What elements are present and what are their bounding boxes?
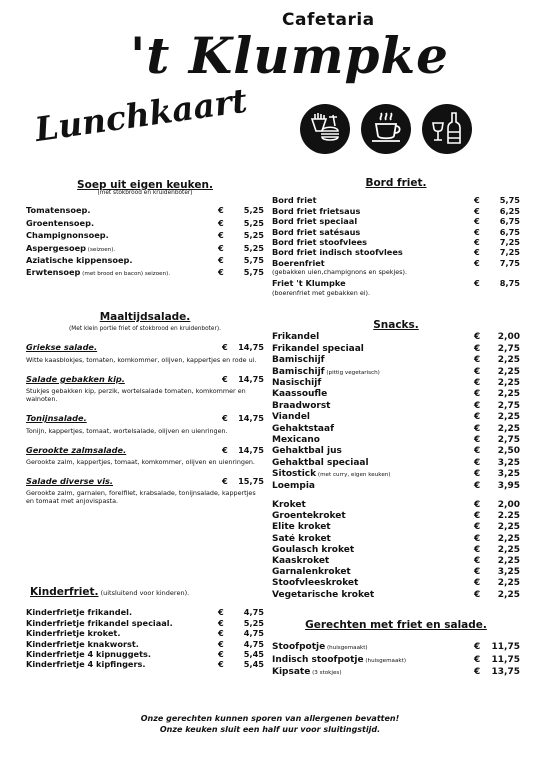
item-name: Indisch stoofpotje (huisgemaakt): [272, 654, 407, 665]
brand-name: 't Klumpke: [130, 26, 449, 85]
menu-item: [272, 500, 520, 511]
item-name: Garnalenkroket: [272, 567, 351, 578]
item-name: Frikandel: [272, 332, 320, 343]
menu-item: [26, 243, 264, 255]
bordfriet-section: [272, 178, 520, 297]
item-currency: €: [218, 659, 224, 670]
menu-item: [272, 446, 520, 457]
item-currency: €: [474, 500, 481, 510]
item-currency: €: [474, 226, 480, 237]
menu-item: [272, 567, 520, 578]
item-currency: €: [218, 649, 224, 660]
item-currency: €: [474, 257, 480, 268]
item-currency: €: [474, 654, 481, 665]
menu-item: [272, 389, 520, 400]
item-price: 5,45: [243, 649, 264, 660]
salad-name: Tonijnsalade.: [26, 413, 87, 424]
item-name: Kinderfrietje frikandel speciaal.: [26, 617, 173, 628]
menu-item: [272, 258, 520, 268]
salad-name: Salade diverse vis.: [26, 476, 114, 487]
item-price: 6,75: [499, 216, 520, 227]
burger-fries-icon: [300, 104, 350, 154]
menu-item: [26, 205, 264, 217]
salad-heading: [26, 445, 264, 455]
item-currency: €: [474, 533, 481, 544]
coffee-cup-icon: [361, 104, 411, 154]
footer-allergen-note: Onze gerechten kunnen sporen van allergenen bevatten!: [140, 714, 400, 723]
item-currency: €: [474, 378, 481, 389]
item-currency: €: [218, 628, 224, 639]
item-price: 2,25: [497, 366, 520, 377]
item-price: 5,75: [243, 255, 264, 266]
item-price: 2,50: [497, 446, 520, 457]
item-price: 7,25: [499, 237, 520, 248]
item-price: 15,75: [238, 476, 264, 487]
item-currency: €: [222, 342, 228, 353]
item-price: 2,75: [497, 343, 520, 354]
menu-item: [272, 344, 520, 355]
item-currency: €: [218, 607, 224, 618]
footer-kitchen-note: Onze keuken sluit een half uur voor sluitingstijd.: [159, 725, 381, 734]
salad-item: [26, 413, 264, 434]
item-name: Goulasch kroket: [272, 544, 355, 555]
item-currency: €: [474, 556, 481, 567]
item-name: Stoofpotje (huisgemaakt): [272, 642, 368, 653]
item-price: 11,75: [491, 642, 520, 653]
salad-heading: [26, 476, 264, 486]
kinderfriet-title: Kinderfriet.: [30, 586, 99, 598]
item-currency: €: [222, 413, 228, 424]
menu-item: [26, 618, 264, 628]
item-currency: €: [218, 267, 224, 278]
item-name: Kinderfrietje frikandel.: [26, 607, 133, 618]
menu-item: [272, 206, 520, 216]
maaltijdsalade-subtitle: (Met klein portie friet of stokbrood en kruidenboter).: [69, 326, 221, 333]
item-name: Kroket: [272, 500, 306, 510]
item-currency: €: [474, 366, 481, 377]
item-name: Boerenfriet: [272, 257, 325, 268]
item-price: 2,25: [497, 412, 520, 423]
menu-item: [26, 659, 264, 669]
item-currency: €: [218, 638, 224, 649]
item-name: Kaassoufle: [272, 389, 328, 400]
brand-subtitle: Cafetaria: [282, 10, 375, 30]
menu-item: [272, 469, 520, 480]
item-currency: €: [218, 230, 224, 241]
gerechten-title: Gerechten met friet en salade.: [305, 619, 487, 631]
item-name: Bamischijf (pittig vegetarisch): [272, 366, 380, 377]
header-icons: [300, 104, 472, 154]
item-currency: €: [474, 457, 481, 468]
item-price: 6,25: [499, 205, 520, 216]
item-name: Nasischijf: [272, 378, 322, 389]
item-currency: €: [222, 444, 228, 455]
item-name: Saté kroket: [272, 533, 331, 544]
item-name: Champignonsoep.: [26, 230, 109, 241]
item-name: Gehaktbal jus: [272, 446, 342, 457]
menu-title: Lunchkaart: [32, 80, 250, 149]
menu-item: [272, 556, 520, 567]
salad-heading: [26, 342, 264, 352]
menu-item: [272, 412, 520, 423]
salad-desc: Gerookte zalm, garnalen, forelfilet, krabsalade, tonijnsalade, kappertjes en tomaat met anjovispasta.: [26, 489, 256, 506]
item-name: Kinderfrietje 4 kipfingers.: [26, 659, 146, 670]
item-name: Kinderfrietje knakworst.: [26, 638, 139, 649]
menu-item: Friet 't Klumpke € 8,75: [272, 278, 520, 289]
item-name: Erwtensoep (met brood en bacon) seizoen).: [26, 267, 171, 278]
menu-item: [272, 511, 520, 522]
item-name: Groentekroket: [272, 511, 346, 522]
item-name: Vegetarische kroket: [272, 589, 375, 600]
item-name: Stoofvleeskroket: [272, 578, 359, 589]
menu-item: [272, 195, 520, 205]
item-price: 4,75: [243, 638, 264, 649]
item-price: 2,25: [497, 423, 520, 434]
menu-item: [272, 534, 520, 545]
item-currency: €: [474, 589, 481, 600]
item-price: 5,25: [243, 617, 264, 628]
soep-section: [26, 180, 264, 280]
menu-item: [26, 255, 264, 267]
salad-desc: Witte kaasblokjes, tomaten, komkommer, olijven, kappertjes en rode ui.: [26, 355, 257, 364]
item-price: 5,25: [243, 230, 264, 241]
snacks-section: [272, 320, 520, 492]
footer: [0, 713, 540, 735]
menu-item: [26, 230, 264, 242]
menu-item: [272, 667, 520, 680]
item-price: 2,25: [497, 533, 520, 544]
item-currency: €: [474, 423, 481, 434]
klumpke-desc: (boerenfriet met gebakken ei).: [272, 288, 371, 297]
item-price: 5,25: [243, 205, 264, 216]
menu-item: [272, 458, 520, 469]
menu-item: [26, 649, 264, 659]
kinderfriet-note: (uitsluitend voor kinderen).: [98, 589, 190, 597]
salad-desc: Stukjes gebakken kip, perzik, wortelsalade tomaten, komkommer en walnoten.: [26, 387, 246, 404]
item-price: 14,75: [238, 373, 264, 384]
item-currency: €: [474, 544, 481, 555]
item-currency: €: [474, 389, 481, 400]
menu-item: [26, 639, 264, 649]
item-currency: €: [474, 435, 481, 446]
salad-heading: [26, 374, 264, 384]
item-price: 6,75: [499, 226, 520, 237]
item-name: Gehaktstaaf: [272, 423, 334, 434]
item-name: Viandel: [272, 412, 311, 423]
salad-item: [26, 476, 264, 505]
item-name: Kinderfrietje kroket.: [26, 628, 121, 639]
menu-item: [272, 522, 520, 533]
soep-title: Soep uit eigen keuken.: [77, 179, 213, 191]
item-currency: €: [222, 476, 228, 487]
salad-item: [26, 445, 264, 466]
menu-item: [272, 435, 520, 446]
item-currency: €: [474, 522, 481, 533]
menu-item: [272, 332, 520, 343]
item-price: 14,75: [238, 413, 264, 424]
item-name: Bamischijf: [272, 355, 325, 366]
menu-item: [272, 401, 520, 412]
menu-item: [26, 267, 264, 279]
item-name: Gehaktbal speciaal: [272, 457, 369, 468]
bordfriet-title: Bord friet.: [365, 177, 427, 189]
item-name: Bord friet stoofvlees: [272, 237, 368, 248]
item-price: 5,45: [243, 659, 264, 670]
item-price: 4,75: [243, 607, 264, 618]
item-currency: €: [474, 247, 480, 258]
item-currency: €: [474, 511, 481, 522]
item-currency: €: [218, 617, 224, 628]
kinderfriet-section: [26, 587, 264, 670]
item-currency: €: [474, 237, 480, 248]
gerechten-section: [272, 620, 520, 680]
menu-item: [272, 247, 520, 257]
soep-subtitle: (met stokbrood en kruidenboter): [97, 190, 193, 197]
item-price: 14,75: [238, 342, 264, 353]
kroketten-section: [272, 500, 520, 601]
menu-item: [272, 578, 520, 589]
item-currency: €: [474, 355, 481, 366]
maaltijdsalade-title: Maaltijdsalade.: [99, 311, 191, 323]
item-name: Bord friet: [272, 195, 317, 206]
item-name: Elite kroket: [272, 522, 331, 533]
item-price: 2,25: [497, 589, 520, 600]
item-currency: €: [474, 412, 481, 423]
item-price: 3,25: [497, 457, 520, 468]
item-price: 2,25: [497, 355, 520, 366]
item-price: 3,25: [497, 567, 520, 578]
item-price: 2,25: [497, 578, 520, 589]
item-currency: €: [474, 578, 481, 589]
menu-item: [272, 237, 520, 247]
item-price: 2,00: [497, 500, 520, 510]
salad-item: [26, 342, 264, 363]
item-price: 2,75: [497, 400, 520, 411]
item-currency: €: [474, 332, 481, 343]
salad-item: [26, 374, 264, 403]
salad-name: Gerookte zalmsalade.: [26, 444, 127, 455]
item-price: 13,75: [491, 667, 520, 678]
menu-item: [272, 642, 520, 655]
item-currency: €: [218, 255, 224, 266]
item-price: 2,25: [497, 522, 520, 533]
item-name: Kaaskroket: [272, 556, 330, 567]
item-currency: €: [474, 567, 481, 578]
salad-name: Griekse salade.: [26, 342, 98, 353]
item-name: Bord friet speciaal: [272, 216, 358, 227]
item-price: 5,25: [243, 242, 264, 253]
item-price: 2,25: [497, 389, 520, 400]
item-price: 5,25: [243, 217, 264, 228]
item-name: Sitostick (met curry, eigen keuken): [272, 469, 391, 480]
item-price: 2.25: [497, 511, 520, 522]
item-price: 2,00: [497, 332, 520, 343]
item-price: 3,25: [497, 469, 520, 480]
item-currency: €: [474, 642, 481, 653]
item-name: Braadworst: [272, 400, 331, 411]
item-currency: €: [218, 205, 224, 216]
menu-item: [272, 590, 520, 601]
item-price: 2,25: [497, 544, 520, 555]
item-name: Tomatensoep.: [26, 205, 91, 216]
maaltijdsalade-section: [26, 312, 264, 515]
menu-item: [272, 227, 520, 237]
item-price: 3,95: [497, 480, 520, 491]
item-currency: €: [474, 343, 481, 354]
item-price: 2,25: [497, 378, 520, 389]
item-name: Loempia: [272, 480, 316, 491]
item-currency: €: [474, 667, 481, 678]
item-currency: €: [222, 373, 228, 384]
menu-item: [26, 607, 264, 617]
item-currency: €: [474, 446, 481, 457]
menu-item: [272, 216, 520, 226]
item-name: Groentensoep.: [26, 217, 95, 228]
item-name: Kinderfrietje 4 kipnuggets.: [26, 649, 152, 660]
item-currency: €: [474, 205, 480, 216]
item-price: 2,75: [497, 435, 520, 446]
item-price: 7,25: [499, 247, 520, 258]
menu-item: [26, 628, 264, 638]
item-currency: €: [218, 217, 224, 228]
menu-item: [26, 218, 264, 230]
menu-item: [272, 367, 520, 378]
item-price: 5,75: [243, 267, 264, 278]
item-currency: €: [218, 242, 224, 253]
menu-item: [272, 481, 520, 492]
menu-item: [272, 378, 520, 389]
item-currency: €: [474, 400, 481, 411]
menu-item: [272, 355, 520, 366]
item-name: Aziatische kippensoep.: [26, 255, 133, 266]
menu-item: [272, 424, 520, 435]
item-price: 14,75: [238, 444, 264, 455]
item-name: Bord friet frietsaus: [272, 205, 361, 216]
item-price: 5,75: [499, 195, 520, 206]
item-currency: €: [474, 469, 481, 480]
salad-desc: Tonijn, kappertjes, tomaat, wortelsalade, olijven en uienringen.: [26, 426, 228, 435]
item-name: Bord friet indisch stoofvlees: [272, 247, 403, 258]
snacks-title: Snacks.: [373, 319, 419, 331]
item-name: Mexicano: [272, 435, 320, 446]
boerenfriet-desc: (gebakken uien,champignons en spekjes).: [272, 268, 408, 277]
item-name: Frikandel speciaal: [272, 343, 364, 354]
menu-item: [272, 545, 520, 556]
item-currency: €: [474, 480, 481, 491]
item-price: 4,75: [243, 628, 264, 639]
salad-heading: [26, 413, 264, 423]
item-price: 7,75: [499, 257, 520, 268]
salad-desc: Gerookte zalm, kappertjes, tomaat, komkommer, olijven en uienringen.: [26, 458, 255, 467]
item-price: 11,75: [491, 654, 520, 665]
item-price: 2,25: [497, 556, 520, 567]
wine-icon: [422, 104, 472, 154]
salad-name: Salade gebakken kip.: [26, 373, 125, 384]
item-name: Aspergesoep (seizoen).: [26, 242, 116, 253]
item-name: Bord friet satésaus: [272, 226, 361, 237]
item-currency: €: [474, 195, 480, 206]
item-name: Kipsate (3 stokjes): [272, 667, 342, 678]
item-currency: €: [474, 216, 480, 227]
menu-item: [272, 655, 520, 668]
